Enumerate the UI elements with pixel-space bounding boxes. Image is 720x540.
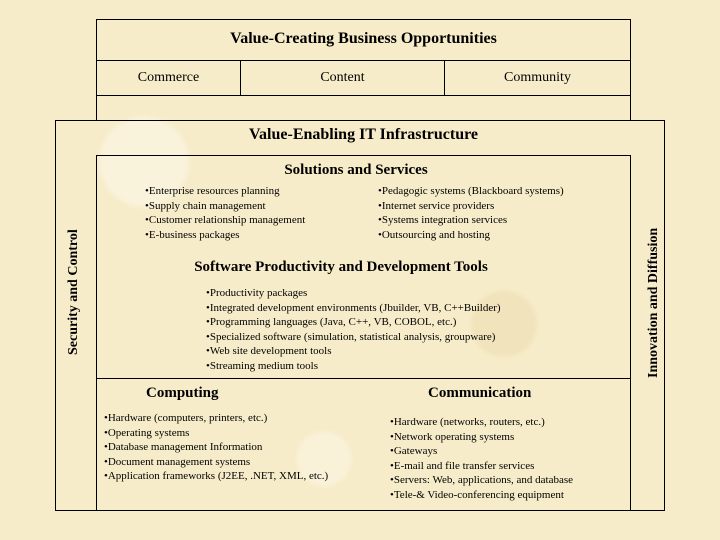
list-item: • Tele-& Video-conferencing equipment: [390, 488, 573, 503]
list-item: • Enterprise resources planning: [145, 184, 305, 199]
outer-border-left: [55, 120, 56, 511]
list-item: • Hardware (networks, routers, etc.): [390, 415, 573, 430]
innovation-diffusion-label: Innovation and Diffusion: [646, 227, 661, 378]
top-box-border-top: [96, 19, 631, 20]
list-item: • Systems integration services: [378, 213, 564, 228]
list-item: • E-business packages: [145, 228, 305, 243]
cells-border-top: [96, 60, 631, 61]
solutions-left-list: [145, 184, 305, 242]
list-item: • Servers: Web, applications, and database: [390, 473, 573, 488]
cell-commerce: Commerce: [137, 70, 200, 85]
outer-border-top: [55, 120, 665, 121]
list-item: • Application frameworks (J2EE, .NET, XML, etc.): [104, 469, 328, 484]
computing-list: [104, 411, 328, 484]
list-item: • Productivity packages: [206, 286, 501, 301]
list-item: • Integrated development environments (Jbuilder, VB, C++Builder): [206, 301, 501, 316]
inner-border-left: [96, 155, 97, 510]
communication-title: Communication: [428, 385, 532, 401]
infrastructure-title: Value-Enabling IT Infrastructure: [248, 126, 479, 143]
list-item: • Specialized software (simulation, statistical analysis, groupware): [206, 330, 501, 345]
list-item: • Gateways: [390, 444, 573, 459]
outer-border-bottom: [55, 510, 665, 511]
security-control-label: Security and Control: [66, 229, 81, 355]
outer-border-right: [664, 120, 665, 511]
list-item: • Supply chain management: [145, 199, 305, 214]
computing-border-top: [96, 378, 631, 379]
solutions-right-list: [378, 184, 564, 242]
list-item: • E-mail and file transfer services: [390, 459, 573, 474]
solutions-border-top: [96, 155, 631, 156]
cells-border-bottom: [96, 95, 631, 96]
computing-title: Computing: [146, 385, 219, 401]
list-item: • Internet service providers: [378, 199, 564, 214]
list-item: • Document management systems: [104, 455, 328, 470]
communication-list: [390, 415, 573, 503]
list-item: • Network operating systems: [390, 430, 573, 445]
list-item: • Outsourcing and hosting: [378, 228, 564, 243]
inner-border-right: [630, 155, 631, 510]
list-item: • Operating systems: [104, 426, 328, 441]
solutions-title: Solutions and Services: [284, 162, 428, 178]
list-item: • Pedagogic systems (Blackboard systems): [378, 184, 564, 199]
list-item: • Web site development tools: [206, 344, 501, 359]
list-item: • Streaming medium tools: [206, 359, 501, 374]
cell-community: Community: [504, 70, 571, 85]
software-list: [206, 286, 501, 374]
list-item: • Programming languages (Java, C++, VB, COBOL, etc.): [206, 315, 501, 330]
list-item: • Hardware (computers, printers, etc.): [104, 411, 328, 426]
business-opportunities-title: Value-Creating Business Opportunities: [230, 30, 497, 47]
list-item: • Database management Information: [104, 440, 328, 455]
list-item: • Customer relationship management: [145, 213, 305, 228]
software-title: Software Productivity and Development Tools: [194, 259, 488, 275]
cell-content: Content: [320, 70, 365, 85]
